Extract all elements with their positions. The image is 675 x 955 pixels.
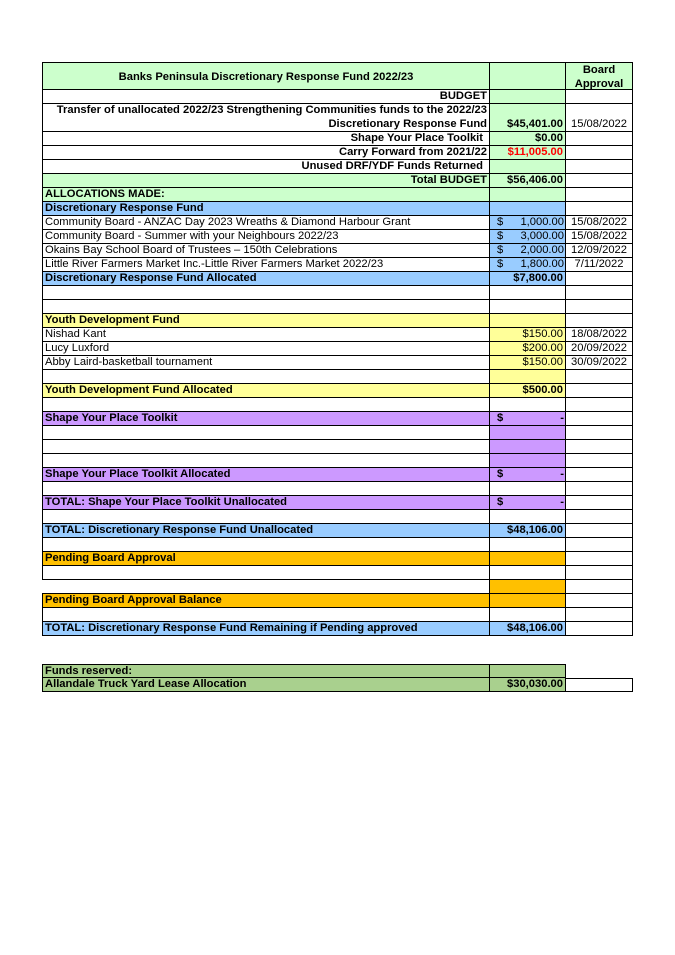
total-budget-date xyxy=(566,174,633,188)
blank-row xyxy=(42,580,633,594)
amount-value: - xyxy=(560,496,564,508)
carry-forward-amount: $11,005.00 xyxy=(490,146,566,160)
blank-cell xyxy=(42,286,490,300)
ydf-section-row xyxy=(42,314,633,328)
blank-cell xyxy=(490,300,566,314)
allocations-made-row xyxy=(42,188,633,202)
drf-row-date: 7/11/2022 xyxy=(566,258,633,272)
blank-row xyxy=(42,426,633,440)
blank-row xyxy=(42,398,633,412)
blank-cell xyxy=(42,510,490,524)
unused-funds-row xyxy=(42,160,633,174)
blank-cell xyxy=(42,398,490,412)
fund-table xyxy=(42,62,633,636)
blank-cell xyxy=(566,510,633,524)
total-budget-row xyxy=(42,174,633,188)
transfer-label-line2: Discretionary Response Fund xyxy=(328,117,487,130)
header-row xyxy=(42,62,633,90)
blank-cell xyxy=(490,440,566,454)
amount-value: - xyxy=(560,412,564,424)
ydf-row-date: 20/09/2022 xyxy=(566,342,633,356)
blank-cell xyxy=(490,538,566,552)
drf-row-amount xyxy=(490,216,566,230)
drf-row-amount xyxy=(490,258,566,272)
allocations-made-label: ALLOCATIONS MADE: xyxy=(42,188,490,202)
remaining-date xyxy=(566,622,633,636)
drf-section-label: Discretionary Response Fund xyxy=(42,202,490,216)
blank-cell xyxy=(490,398,566,412)
blank-cell xyxy=(42,566,490,580)
syp-allocated-date xyxy=(566,468,633,482)
drf-unallocated-row xyxy=(42,524,633,538)
shape-budget-amount: $0.00 xyxy=(490,132,566,146)
blank-cell xyxy=(490,566,566,580)
remaining-amount: $48,106.00 xyxy=(490,622,566,636)
blank-cell xyxy=(566,300,633,314)
amount-value: - xyxy=(560,468,564,480)
drf-row-name: Okains Bay School Board of Trustees – 150th Celebrations xyxy=(42,244,490,258)
carry-forward-label: Carry Forward from 2021/22 xyxy=(42,146,490,160)
blank-row xyxy=(42,566,633,580)
unused-funds-amount xyxy=(490,160,566,174)
syp-unallocated-label: TOTAL: Shape Your Place Toolkit Unallocated xyxy=(42,496,490,510)
pending-date xyxy=(566,552,633,566)
budget-amount-cell xyxy=(490,90,566,104)
blank-cell xyxy=(566,538,633,552)
blank-cell xyxy=(490,426,566,440)
drf-unallocated-date xyxy=(566,524,633,538)
blank-cell xyxy=(566,440,633,454)
drf-row-date: 15/08/2022 xyxy=(566,216,633,230)
blank-cell xyxy=(566,566,633,580)
transfer-label xyxy=(42,104,490,132)
drf-row-date: 15/08/2022 xyxy=(566,230,633,244)
syp-section-label: Shape Your Place Toolkit xyxy=(42,412,490,426)
drf-row xyxy=(42,258,633,272)
shape-budget-label: Shape Your Place Toolkit xyxy=(42,132,490,146)
blank-cell xyxy=(490,608,566,622)
currency-symbol: $ xyxy=(497,244,504,256)
currency-symbol: $ xyxy=(497,258,504,270)
ydf-row-name: Nishad Kant xyxy=(42,328,490,342)
transfer-row xyxy=(42,104,633,132)
funds-reserved-item-amount: $30,030.00 xyxy=(490,678,566,692)
blank-row xyxy=(42,370,633,384)
syp-unallocated-row xyxy=(42,496,633,510)
syp-unallocated-date xyxy=(566,496,633,510)
blank-cell xyxy=(42,440,490,454)
syp-allocated-amount xyxy=(490,468,566,482)
ydf-section-label: Youth Development Fund xyxy=(42,314,490,328)
drf-section-row xyxy=(42,202,633,216)
ydf-row xyxy=(42,342,633,356)
total-budget-label: Total BUDGET xyxy=(42,174,490,188)
blank-row xyxy=(42,300,633,314)
ydf-row xyxy=(42,328,633,342)
blank-row xyxy=(42,286,633,300)
funds-reserved-item-date xyxy=(566,678,633,692)
drf-row-name: Little River Farmers Market Inc.-Little River Farmers Market 2022/23 xyxy=(42,258,490,272)
drf-row-name: Community Board - Summer with your Neighbours 2022/23 xyxy=(42,230,490,244)
currency-symbol: $ xyxy=(497,496,504,508)
blank-cell xyxy=(42,608,490,622)
sheet-title: Banks Peninsula Discretionary Response Fund 2022/23 xyxy=(42,62,490,90)
blank-cell xyxy=(42,580,490,594)
currency-symbol: $ xyxy=(497,468,504,480)
allocations-made-date xyxy=(566,188,633,202)
syp-allocated-row xyxy=(42,468,633,482)
ydf-row-date: 30/09/2022 xyxy=(566,356,633,370)
ydf-allocated-date xyxy=(566,384,633,398)
drf-row xyxy=(42,216,633,230)
blank-row xyxy=(42,454,633,468)
drf-unallocated-amount: $48,106.00 xyxy=(490,524,566,538)
blank-cell xyxy=(490,286,566,300)
ydf-row-name: Lucy Luxford xyxy=(42,342,490,356)
budget-date-cell xyxy=(566,90,633,104)
remaining-label: TOTAL: Discretionary Response Fund Remaining if Pending approved xyxy=(42,622,490,636)
blank-cell xyxy=(566,426,633,440)
carry-forward-date xyxy=(566,146,633,160)
blank-row xyxy=(42,510,633,524)
blank-row xyxy=(42,538,633,552)
syp-unallocated-amount xyxy=(490,496,566,510)
pending-amount xyxy=(490,552,566,566)
currency-symbol: $ xyxy=(497,216,504,228)
amount-value: 1,000.00 xyxy=(520,216,564,228)
ydf-row-name: Abby Laird-basketball tournament xyxy=(42,356,490,370)
blank-cell xyxy=(566,454,633,468)
currency-symbol: $ xyxy=(497,230,504,242)
shape-budget-date xyxy=(566,132,633,146)
blank-cell xyxy=(42,454,490,468)
blank-cell xyxy=(566,482,633,496)
ydf-row-amount: $150.00 xyxy=(490,328,566,342)
budget-label: BUDGET xyxy=(42,90,490,104)
drf-allocated-date xyxy=(566,272,633,286)
drf-row xyxy=(42,244,633,258)
amount-value: 3,000.00 xyxy=(520,230,564,242)
pending-balance-label: Pending Board Approval Balance xyxy=(42,594,490,608)
drf-allocated-label: Discretionary Response Fund Allocated xyxy=(42,272,490,286)
funds-reserved-amount-cell xyxy=(490,664,566,678)
ydf-row xyxy=(42,356,633,370)
blank-cell xyxy=(42,482,490,496)
transfer-amount: $45,401.00 xyxy=(490,104,566,132)
blank-cell xyxy=(566,398,633,412)
pending-balance-date xyxy=(566,594,633,608)
blank-cell xyxy=(566,370,633,384)
drf-row-name: Community Board - ANZAC Day 2023 Wreaths & Diamond Harbour Grant xyxy=(42,216,490,230)
unused-funds-label: Unused DRF/YDF Funds Returned xyxy=(42,160,490,174)
drf-unallocated-label: TOTAL: Discretionary Response Fund Unallocated xyxy=(42,524,490,538)
board-approval-header: Board Approval xyxy=(566,62,633,90)
drf-section-amount xyxy=(490,202,566,216)
drf-allocated-amount: $7,800.00 xyxy=(490,272,566,286)
ydf-allocated-label: Youth Development Fund Allocated xyxy=(42,384,490,398)
drf-section-date xyxy=(566,202,633,216)
ydf-allocated-row xyxy=(42,384,633,398)
pending-row xyxy=(42,552,633,566)
blank-cell xyxy=(490,580,566,594)
blank-cell xyxy=(490,454,566,468)
syp-section-row xyxy=(42,412,633,426)
blank-cell xyxy=(566,608,633,622)
budget-row xyxy=(42,90,633,104)
ydf-row-amount: $150.00 xyxy=(490,356,566,370)
drf-row-amount xyxy=(490,244,566,258)
blank-cell xyxy=(566,580,633,594)
drf-row-amount xyxy=(490,230,566,244)
funds-reserved-header-row xyxy=(42,664,633,678)
blank-row xyxy=(42,482,633,496)
funds-reserved-item-row xyxy=(42,678,633,692)
pending-label: Pending Board Approval xyxy=(42,552,490,566)
blank-cell xyxy=(566,286,633,300)
total-budget-amount: $56,406.00 xyxy=(490,174,566,188)
unused-funds-date xyxy=(566,160,633,174)
drf-allocated-row xyxy=(42,272,633,286)
blank-cell xyxy=(490,482,566,496)
shape-budget-row xyxy=(42,132,633,146)
funds-reserved-label: Funds reserved: xyxy=(42,664,490,678)
pending-balance-row xyxy=(42,594,633,608)
blank-cell xyxy=(42,300,490,314)
drf-row xyxy=(42,230,633,244)
drf-row-date: 12/09/2022 xyxy=(566,244,633,258)
header-amount-cell xyxy=(490,62,566,90)
ydf-section-date xyxy=(566,314,633,328)
blank-cell xyxy=(42,538,490,552)
ydf-row-amount: $200.00 xyxy=(490,342,566,356)
ydf-section-amount xyxy=(490,314,566,328)
syp-section-amount xyxy=(490,412,566,426)
funds-reserved-item-label: Allandale Truck Yard Lease Allocation xyxy=(42,678,490,692)
amount-value: 2,000.00 xyxy=(520,244,564,256)
blank-cell xyxy=(490,370,566,384)
ydf-row-date: 18/08/2022 xyxy=(566,328,633,342)
syp-section-date xyxy=(566,412,633,426)
blank-cell xyxy=(490,510,566,524)
ydf-allocated-amount: $500.00 xyxy=(490,384,566,398)
transfer-date: 15/08/2022 xyxy=(566,104,633,132)
funds-reserved-table xyxy=(42,664,633,692)
blank-row xyxy=(42,440,633,454)
blank-cell xyxy=(42,426,490,440)
blank-row xyxy=(42,608,633,622)
carry-forward-row xyxy=(42,146,633,160)
transfer-label-line1: Transfer of unallocated 2022/23 Strengthening Communities funds to the 2022/23 xyxy=(56,104,487,116)
remaining-row xyxy=(42,622,633,636)
blank-cell xyxy=(42,370,490,384)
pending-balance-amount xyxy=(490,594,566,608)
currency-symbol: $ xyxy=(497,412,504,424)
amount-value: 1,800.00 xyxy=(520,258,564,270)
allocations-made-amount xyxy=(490,188,566,202)
syp-allocated-label: Shape Your Place Toolkit Allocated xyxy=(42,468,490,482)
